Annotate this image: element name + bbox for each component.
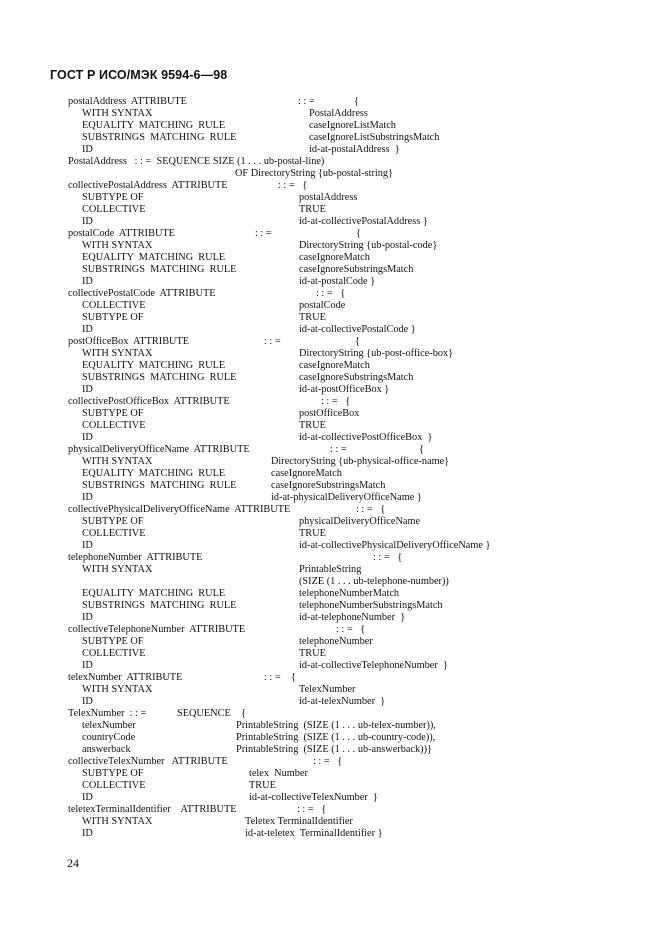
line-col-0: telexNumber (82, 720, 136, 731)
asn1-definitions (0, 96, 661, 840)
line-col-0: COLLECTIVE (82, 528, 146, 539)
line-col-2: { (355, 336, 360, 347)
line-col-1: id-at-teletex TerminalIdentifier } (245, 828, 383, 839)
text-line (0, 132, 661, 144)
text-line (0, 348, 661, 360)
text-line (0, 456, 661, 468)
text-line (0, 240, 661, 252)
line-col-0: SUBSTRINGS MATCHING RULE (82, 600, 237, 611)
line-col-2: DirectoryString {ub-postal-code} (299, 240, 438, 251)
line-col-2: TRUE (299, 204, 326, 215)
line-col-2: TRUE (299, 648, 326, 659)
text-line (0, 816, 661, 828)
line-col-0: postOfficeBox ATTRIBUTE (68, 336, 190, 347)
line-col-2: telephoneNumber (299, 636, 373, 647)
text-line (0, 600, 661, 612)
text-line (0, 492, 661, 504)
text-line (0, 804, 661, 816)
text-line (0, 180, 661, 192)
line-col-0: TelexNumber : : = (68, 708, 147, 719)
line-col-0: EQUALITY MATCHING RULE (82, 252, 226, 263)
line-col-0: WITH SYNTAX (82, 564, 153, 575)
line-col-0: ID (82, 216, 93, 227)
line-col-2: telephoneNumberMatch (299, 588, 400, 599)
line-col-2: id-at-collectivePostalCode } (299, 324, 416, 335)
line-col-2: PrintableString (299, 564, 362, 575)
text-line (0, 288, 661, 300)
text-line (0, 96, 661, 108)
line-col-0: PostalAddress : : = SEQUENCE SIZE (1 . . . ub-postal-line) (68, 156, 325, 167)
text-line (0, 384, 661, 396)
line-col-2: id-at-postalAddress } (309, 144, 400, 155)
text-line (0, 612, 661, 624)
line-col-2: { (419, 444, 424, 455)
line-col-2: caseIgnoreMatch (299, 360, 370, 371)
text-line (0, 120, 661, 132)
text-line (0, 720, 661, 732)
line-col-0: SUBSTRINGS MATCHING RULE (82, 132, 237, 143)
line-col-1: : : = { (264, 672, 296, 683)
line-col-2: TRUE (299, 528, 326, 539)
line-col-0: ID (82, 696, 93, 707)
text-line (0, 696, 661, 708)
text-line (0, 756, 661, 768)
text-line (0, 372, 661, 384)
text-line (0, 780, 661, 792)
text-line (0, 564, 661, 576)
line-col-0: EQUALITY MATCHING RULE (82, 468, 226, 479)
text-line (0, 252, 661, 264)
line-col-0: telephoneNumber ATTRIBUTE (68, 552, 203, 563)
text-line (0, 276, 661, 288)
text-line (0, 732, 661, 744)
text-line (0, 108, 661, 120)
line-col-2: PostalAddress (309, 108, 368, 119)
text-line (0, 444, 661, 456)
text-line (0, 156, 661, 168)
text-line (0, 744, 661, 756)
line-col-0: ID (82, 828, 93, 839)
line-col-0: collectivePostalAddress ATTRIBUTE (68, 180, 228, 191)
text-line (0, 516, 661, 528)
line-col-2: id-at-collectivePostalAddress } (299, 216, 428, 227)
line-col-1: : : = (298, 96, 315, 107)
text-line (0, 624, 661, 636)
line-col-2: postalCode (299, 300, 346, 311)
text-line (0, 792, 661, 804)
text-line (0, 396, 661, 408)
line-col-1: TRUE (249, 780, 276, 791)
text-line (0, 336, 661, 348)
line-col-0: ID (82, 144, 93, 155)
line-col-2: caseIgnoreMatch (299, 252, 370, 263)
line-col-0: SUBTYPE OF (82, 636, 144, 647)
document-header: ГОСТ Р ИСО/МЭК 9594-6—98 (50, 68, 228, 82)
text-line (0, 324, 661, 336)
line-col-0: countryCode (82, 732, 136, 743)
line-col-2: caseIgnoreListMatch (309, 120, 396, 131)
text-line (0, 312, 661, 324)
line-col-2: physicalDeliveryOfficeName (299, 516, 421, 527)
line-col-0: ID (82, 792, 93, 803)
text-line (0, 660, 661, 672)
line-col-0: collectivePostOfficeBox ATTRIBUTE (68, 396, 230, 407)
line-col-0: collectiveTelephoneNumber ATTRIBUTE (68, 624, 246, 635)
line-col-0: answerback (82, 744, 131, 755)
line-col-1: : : = { (321, 396, 351, 407)
line-col-1: DirectoryString {ub-physical-office-name} (271, 456, 450, 467)
line-col-0: EQUALITY MATCHING RULE (82, 588, 226, 599)
text-line (0, 708, 661, 720)
text-line (0, 540, 661, 552)
line-col-0: collectivePostalCode ATTRIBUTE (68, 288, 216, 299)
text-line (0, 420, 661, 432)
line-col-1: : : = { (297, 804, 327, 815)
line-col-1: : : = { (278, 180, 308, 191)
line-col-0: SUBSTRINGS MATCHING RULE (82, 480, 237, 491)
line-col-0: telexNumber ATTRIBUTE (68, 672, 183, 683)
text-line (0, 636, 661, 648)
text-line (0, 588, 661, 600)
line-col-2: id-at-collectivePhysicalDeliveryOfficeName } (299, 540, 491, 551)
line-col-1: PrintableString (SIZE (1 . . . ub-answerback))} (236, 744, 432, 755)
line-col-0: WITH SYNTAX (82, 816, 153, 827)
line-col-1: OF DirectoryString {ub-postal-string} (235, 168, 394, 179)
text-line (0, 552, 661, 564)
text-line (0, 468, 661, 480)
line-col-0: ID (82, 384, 93, 395)
line-col-0: ID (82, 660, 93, 671)
line-col-0: WITH SYNTAX (82, 108, 153, 119)
text-line (0, 480, 661, 492)
line-col-2: { (354, 96, 359, 107)
line-col-0: COLLECTIVE (82, 780, 146, 791)
text-line (0, 360, 661, 372)
text-line (0, 408, 661, 420)
line-col-1: : : = { (316, 288, 346, 299)
line-col-0: SUBSTRINGS MATCHING RULE (82, 264, 237, 275)
line-col-2: id-at-collectivePostOfficeBox } (299, 432, 433, 443)
line-col-0: EQUALITY MATCHING RULE (82, 360, 226, 371)
line-col-0: ID (82, 612, 93, 623)
line-col-1: : : = { (356, 504, 386, 515)
text-line (0, 192, 661, 204)
line-col-1: caseIgnoreMatch (271, 468, 342, 479)
line-col-0: ID (82, 276, 93, 287)
text-line (0, 648, 661, 660)
line-col-0: EQUALITY MATCHING RULE (82, 120, 226, 131)
line-col-1: SEQUENCE { (177, 708, 247, 719)
line-col-2: caseIgnoreSubstringsMatch (299, 264, 414, 275)
text-line (0, 264, 661, 276)
text-line (0, 144, 661, 156)
line-col-1: : : = (330, 444, 347, 455)
line-col-1: : : = (264, 336, 281, 347)
line-col-2: id-at-telephoneNumber } (299, 612, 406, 623)
line-col-0: COLLECTIVE (82, 204, 146, 215)
line-col-1: id-at-collectiveTelexNumber } (249, 792, 378, 803)
text-line (0, 300, 661, 312)
text-line (0, 828, 661, 840)
line-col-0: collectiveTelexNumber ATTRIBUTE (68, 756, 228, 767)
line-col-2: id-at-collectiveTelephoneNumber } (299, 660, 448, 671)
line-col-0: WITH SYNTAX (82, 456, 153, 467)
line-col-2: id-at-telexNumber } (299, 696, 386, 707)
text-line (0, 432, 661, 444)
line-col-0: COLLECTIVE (82, 420, 146, 431)
line-col-2: id-at-postalCode } (299, 276, 376, 287)
text-line (0, 528, 661, 540)
line-col-0: teletexTerminalIdentifier ATTRIBUTE (68, 804, 237, 815)
line-col-1: id-at-physicalDeliveryOfficeName } (271, 492, 422, 503)
line-col-0: SUBTYPE OF (82, 768, 144, 779)
line-col-0: WITH SYNTAX (82, 240, 153, 251)
line-col-2: TRUE (299, 420, 326, 431)
line-col-2: caseIgnoreListSubstringsMatch (309, 132, 440, 143)
text-line (0, 168, 661, 180)
line-col-0: postalCode ATTRIBUTE (68, 228, 175, 239)
line-col-0: collectivePhysicalDeliveryOfficeName ATTRIBUTE (68, 504, 291, 515)
line-col-2: postalAddress (299, 192, 358, 203)
line-col-2: (SIZE (1 . . . ub-telephone-number)) (299, 576, 449, 587)
line-col-0: SUBTYPE OF (82, 516, 144, 527)
line-col-0: SUBSTRINGS MATCHING RULE (82, 372, 237, 383)
line-col-0: ID (82, 432, 93, 443)
line-col-1: PrintableString (SIZE (1 . . . ub-country-code)), (236, 732, 436, 743)
text-line (0, 204, 661, 216)
line-col-2: TelexNumber (299, 684, 356, 695)
line-col-2: telephoneNumberSubstringsMatch (299, 600, 443, 611)
line-col-1: : : = { (313, 756, 343, 767)
line-col-2: caseIgnoreSubstringsMatch (299, 372, 414, 383)
line-col-0: WITH SYNTAX (82, 684, 153, 695)
page-number: 24 (67, 856, 79, 870)
line-col-0: COLLECTIVE (82, 648, 146, 659)
text-line (0, 684, 661, 696)
line-col-2: { (356, 228, 361, 239)
text-line (0, 576, 661, 588)
line-col-2: id-at-postOfficeBox } (299, 384, 390, 395)
line-col-2: DirectoryString {ub-post-office-box} (299, 348, 454, 359)
line-col-1: : : = (255, 228, 272, 239)
text-line (0, 216, 661, 228)
line-col-0: ID (82, 324, 93, 335)
line-col-1: telex Number (249, 768, 308, 779)
line-col-0: COLLECTIVE (82, 300, 146, 311)
text-line (0, 672, 661, 684)
text-line (0, 768, 661, 780)
line-col-2: TRUE (299, 312, 326, 323)
line-col-1: caseIgnoreSubstringsMatch (271, 480, 386, 491)
line-col-0: SUBTYPE OF (82, 192, 144, 203)
line-col-0: physicalDeliveryOfficeName ATTRIBUTE (68, 444, 250, 455)
line-col-0: SUBTYPE OF (82, 312, 144, 323)
line-col-1: PrintableString (SIZE (1 . . . ub-telex-number)), (236, 720, 436, 731)
line-col-0: ID (82, 492, 93, 503)
text-line (0, 228, 661, 240)
line-col-1: Teletex TerminalIdentifier (245, 816, 353, 827)
line-col-1: : : = { (336, 624, 366, 635)
line-col-2: postOfficeBox (299, 408, 360, 419)
text-line (0, 504, 661, 516)
line-col-0: postalAddress ATTRIBUTE (68, 96, 187, 107)
line-col-1: : : = { (373, 552, 403, 563)
line-col-0: WITH SYNTAX (82, 348, 153, 359)
line-col-0: SUBTYPE OF (82, 408, 144, 419)
line-col-0: ID (82, 540, 93, 551)
